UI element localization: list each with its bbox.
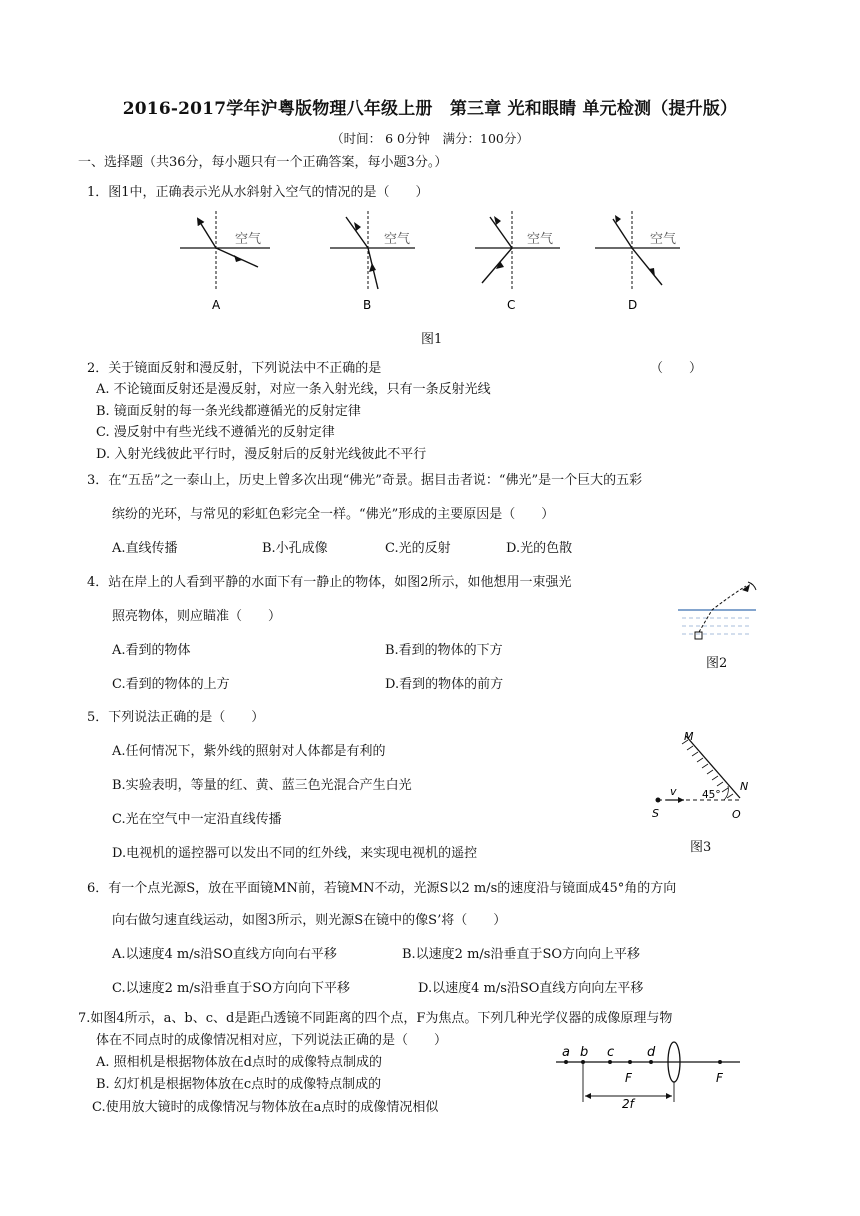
label-s: S (652, 807, 659, 820)
figure-2-diagram (672, 578, 760, 646)
question-4-line-2: 照亮物体，则应瞄准（ ） (112, 609, 282, 624)
question-7-option-a: A. 照相机是根据物体放在d点时的成像特点制成的 (96, 1055, 382, 1070)
question-3-line-2: 缤纷的光环，与常见的彩虹色彩完全一样。“佛光”形成的主要原因是（ ） (112, 507, 555, 522)
figure-3-caption: 图3 (690, 840, 712, 855)
air-label-b: 空气 (384, 232, 411, 247)
figure-1-diagrams (170, 205, 700, 320)
question-2-option-b: B. 镜面反射的每一条光线都遵循光的反射定律 (96, 404, 361, 419)
air-label-c: 空气 (527, 232, 554, 247)
question-2-option-a: A. 不论镜面反射还是漫反射，对应一条入射光线，只有一条反射光线 (96, 382, 491, 397)
label-d: d (647, 1045, 656, 1060)
question-3-line-1: 3．在“五岳”之一泰山上，历史上曾多次出现“佛光”奇景。据目击者说：“佛光”是一个巨大的五彩 (87, 473, 643, 488)
figure-3-diagram (648, 728, 760, 824)
question-2-option-c: C. 漫反射中有些光线不遵循光的反射定律 (96, 425, 335, 440)
question-7-line-2: 体在不同点时的成像情况相对应，下列说法正确的是（ ） (96, 1033, 448, 1048)
question-3-option-a: A.直线传播 (112, 541, 178, 556)
label-angle: 45° (702, 789, 721, 801)
question-5-option-d: D.电视机的遥控器可以发出不同的红外线，来实现电视机的遥控 (112, 846, 478, 861)
question-3-option-b: B.小孔成像 (262, 541, 328, 556)
page-title: 2016-2017学年沪粤版物理八年级上册 第三章 光和眼睛 单元检测（提升版） (122, 99, 738, 119)
question-6-option-c: C.以速度2 m/s沿垂直于SO方向向下平移 (112, 981, 350, 996)
question-5-option-c: C.光在空气中一定沿直线传播 (112, 812, 282, 827)
question-7-option-b: B. 幻灯机是根据物体放在c点时的成像特点制成的 (96, 1077, 382, 1092)
figure-1-caption: 图1 (421, 332, 443, 347)
air-label-a: 空气 (235, 232, 262, 247)
label-m: M (684, 730, 694, 743)
question-7-option-c: C.使用放大镜时的成像情况与物体放在a点时的成像情况相似 (92, 1100, 439, 1115)
question-4-option-a: A.看到的物体 (112, 643, 191, 658)
label-o: O (732, 808, 741, 821)
air-label-d: 空气 (650, 232, 677, 247)
question-6-option-a: A.以速度4 m/s沿SO直线方向向右平移 (112, 947, 337, 962)
exam-info: （时间： 6 0分钟 满分：100分） (331, 131, 529, 146)
label-f-right: F (716, 1071, 723, 1085)
diagram-letter-d: D (628, 298, 638, 312)
label-v: v (670, 785, 677, 798)
label-f-left: F (625, 1071, 632, 1085)
diagram-letter-c: C (507, 298, 516, 312)
question-4-option-b: B.看到的物体的下方 (385, 643, 503, 658)
label-2f: 2f (622, 1097, 634, 1108)
question-3-option-c: C.光的反射 (385, 541, 451, 556)
question-5-stem: 5．下列说法正确的是（ ） (87, 710, 265, 725)
diagram-b (330, 211, 415, 312)
diagram-letter-a: A (212, 298, 221, 312)
question-5-option-b: B.实验表明，等量的红、黄、蓝三色光混合产生白光 (112, 778, 412, 793)
question-1-stem: 1．图1中，正确表示光从水斜射入空气的情况的是（ ） (87, 185, 429, 200)
question-2-paren: （ ） (650, 361, 703, 376)
diagram-a (180, 211, 270, 312)
figure-2-caption: 图2 (706, 656, 728, 671)
label-b: b (580, 1045, 589, 1060)
question-7-line-1: 7.如图4所示，a、b、c、d是距凸透镜不同距离的四个点，F为焦点。下列几种光学仪器的成像原理与物 (78, 1011, 673, 1026)
figure-4-diagram (552, 1040, 744, 1108)
question-3-option-d: D.光的色散 (506, 541, 573, 556)
label-a: a (562, 1045, 570, 1060)
question-4-line-1: 4．站在岸上的人看到平静的水面下有一静止的物体，如图2所示，如他想用一束强光 (87, 575, 572, 590)
question-6-option-d: D.以速度4 m/s沿SO直线方向向左平移 (418, 981, 644, 996)
label-c: c (607, 1045, 615, 1060)
label-n: N (740, 780, 749, 793)
diagram-c (475, 211, 560, 312)
diagram-letter-b: B (363, 298, 372, 312)
diagram-d (595, 211, 680, 312)
section-heading: 一、选择题（共36分，每小题只有一个正确答案，每小题3分。） (78, 155, 448, 170)
question-2-stem: 2．关于镜面反射和漫反射，下列说法中不正确的是 (87, 361, 382, 376)
question-6-option-b: B.以速度2 m/s沿垂直于SO方向向上平移 (402, 947, 641, 962)
question-2-option-d: D. 入射光线彼此平行时，漫反射后的反射光线彼此不平行 (96, 447, 427, 462)
question-4-option-c: C.看到的物体的上方 (112, 677, 230, 692)
question-6-line-2: 向右做匀速直线运动，如图3所示，则光源S在镜中的像S’将（ ） (112, 913, 507, 928)
question-6-line-1: 6．有一个点光源S，放在平面镜MN前，若镜MN不动，光源S以2 m/s的速度沿与镜面成45°角的方向 (87, 881, 677, 896)
question-4-option-d: D.看到的物体的前方 (385, 677, 504, 692)
question-5-option-a: A.任何情况下，紫外线的照射对人体都是有利的 (112, 744, 386, 759)
